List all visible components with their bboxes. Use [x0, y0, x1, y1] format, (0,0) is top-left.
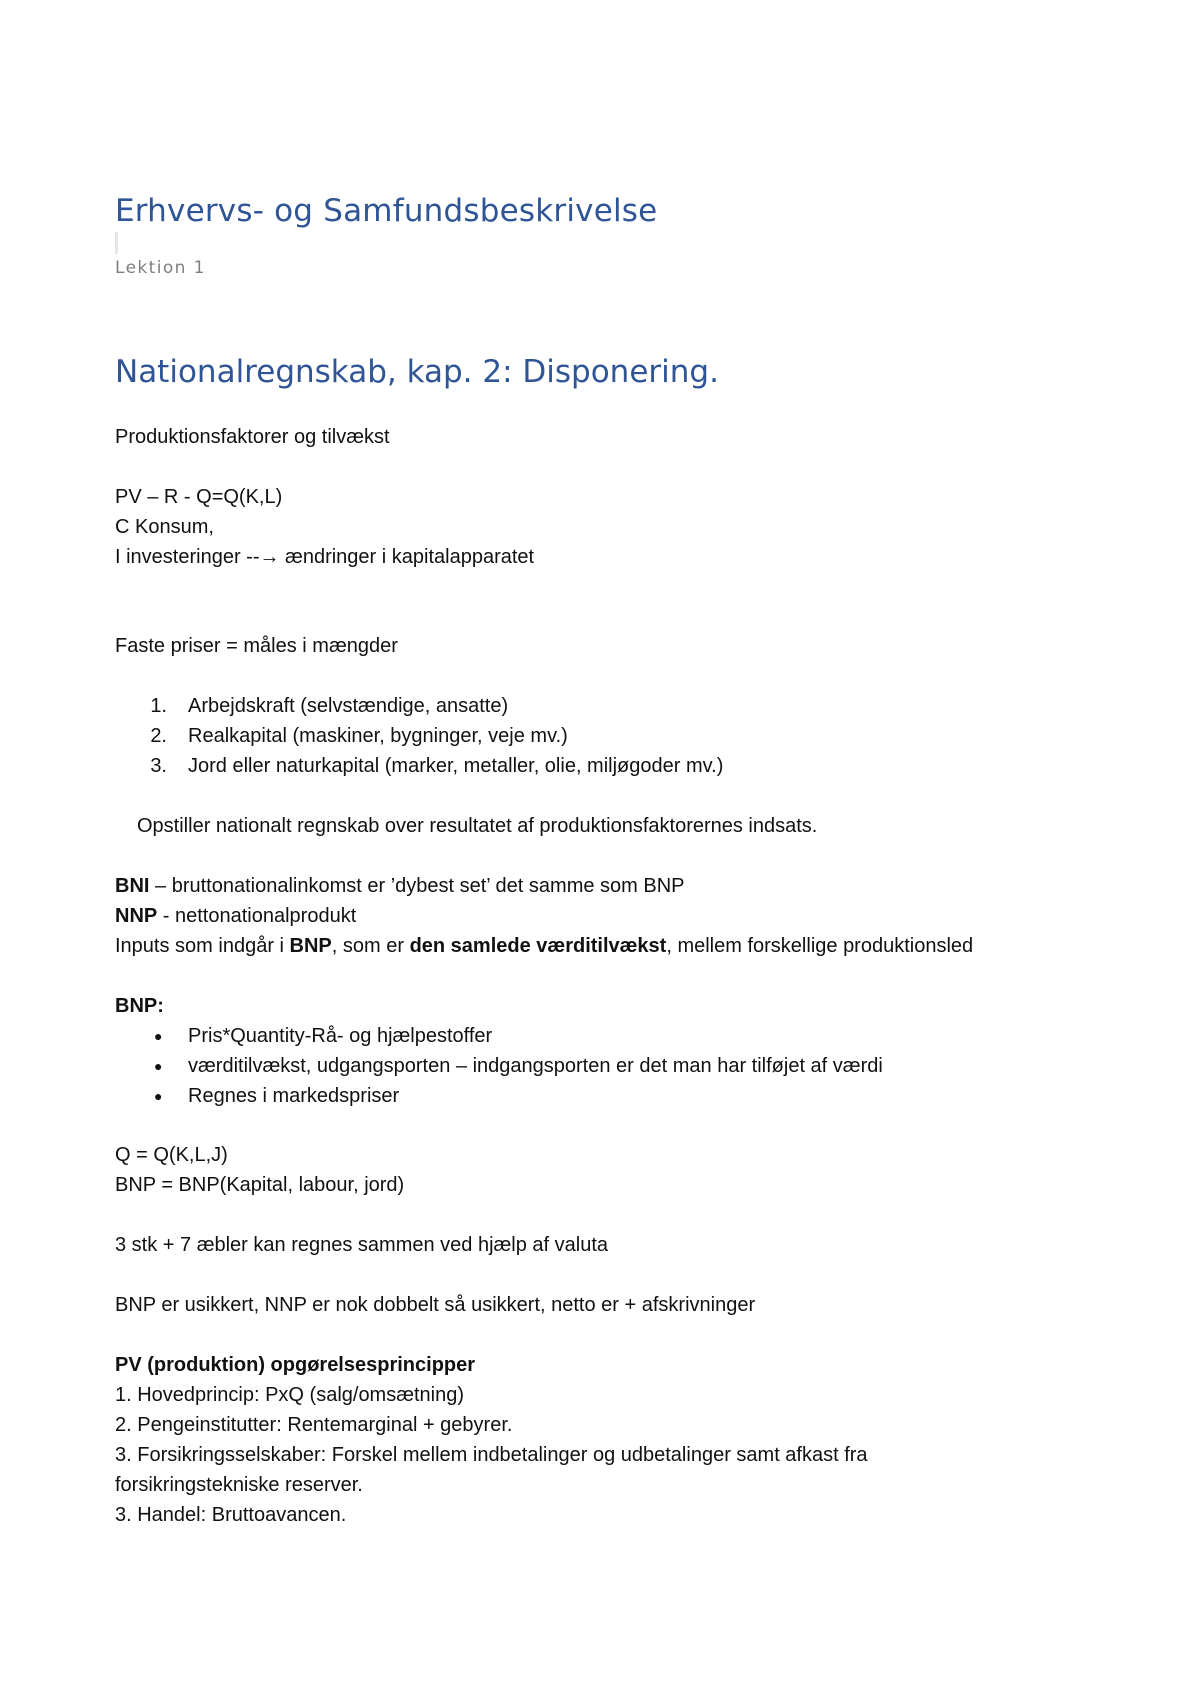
nnp-description: - nettonationalprodukt: [157, 905, 357, 927]
principle-line: 3. Handel: Bruttoavancen.: [115, 1504, 347, 1526]
item-text: Realkapital (maskiner, bygninger, veje mv.): [188, 725, 568, 747]
nnp-label: NNP: [115, 905, 158, 927]
inputs-bnp: BNP: [289, 935, 332, 957]
bnp-heading: BNP:: [115, 995, 164, 1017]
document-subtitle: Lektion 1: [115, 258, 206, 278]
nnp-line: [115, 904, 356, 928]
item-number: 1.: [150, 695, 167, 717]
fixed-prices-line: Faste priser = måles i mængder: [115, 635, 398, 657]
principle-line: forsikringstekniske reserver.: [115, 1474, 363, 1496]
bullet-icon: ●: [154, 1058, 163, 1074]
bni-label: BNI: [115, 875, 150, 897]
inputs-text: , mellem forskellige produktionsled: [666, 935, 974, 957]
paragraph-factors: Produktionsfaktorer og tilvækst: [115, 426, 390, 448]
principle-line: 1. Hovedprincip: PxQ (salg/omsætning): [115, 1384, 465, 1406]
equation-pv: PV – R - Q=Q(K,L): [115, 486, 283, 508]
item-text: Arbejdskraft (selvstændige, ansatte): [188, 695, 509, 717]
apples-line: 3 stk + 7 æbler kan regnes sammen ved hjælp af valuta: [115, 1234, 609, 1256]
principle-line: 3. Forsikringsselskaber: Forskel mellem indbetalinger og udbetalinger samt afkast fra: [115, 1444, 868, 1466]
uncertainty-line: BNP er usikkert, NNP er nok dobbelt så usikkert, netto er + afskrivninger: [115, 1294, 756, 1316]
inputs-text: , som er: [331, 935, 410, 957]
bni-description: – bruttonationalinkomst er ’dybest set’ det samme som BNP: [149, 875, 685, 897]
consumption-line: C Konsum,: [115, 516, 214, 538]
document-title: Erhvervs- og Samfundsbeskrivelse: [115, 193, 658, 229]
equation-q: Q = Q(K,L,J): [115, 1144, 228, 1166]
bullet-icon: ●: [154, 1088, 163, 1104]
bullet-text: Pris*Quantity-Rå- og hjælpestoffer: [188, 1025, 493, 1047]
equation-bnp: BNP = BNP(Kapital, labour, jord): [115, 1174, 405, 1196]
bullet-text: værditilvækst, udgangsporten – indgangsporten er det man har tilføjet af værdi: [188, 1055, 883, 1077]
bni-line: [115, 874, 685, 898]
item-number: 2.: [150, 725, 167, 747]
title-divider: [115, 232, 118, 254]
section-heading: Nationalregnskab, kap. 2: Disponering.: [115, 354, 719, 390]
item-text: Jord eller naturkapital (marker, metaller, olie, miljøgoder mv.): [188, 755, 724, 777]
bullet-text: Regnes i markedspriser: [188, 1085, 400, 1107]
principle-line: 2. Pengeinstitutter: Rentemarginal + gebyrer.: [115, 1414, 513, 1436]
opstiller-paragraph: Opstiller nationalt regnskab over resultatet af produktionsfaktorernes indsats.: [137, 815, 818, 837]
pv-heading: PV (produktion) opgørelsesprincipper: [115, 1354, 476, 1376]
investment-line: I investeringer --→ ændringer i kapitalapparatet: [115, 546, 535, 568]
bullet-icon: ●: [154, 1028, 163, 1044]
inputs-line: [115, 934, 973, 958]
item-number: 3.: [150, 755, 167, 777]
inputs-emphasis: den samlede værditilvækst: [409, 935, 667, 957]
inputs-text: Inputs som indgår i: [115, 935, 290, 957]
